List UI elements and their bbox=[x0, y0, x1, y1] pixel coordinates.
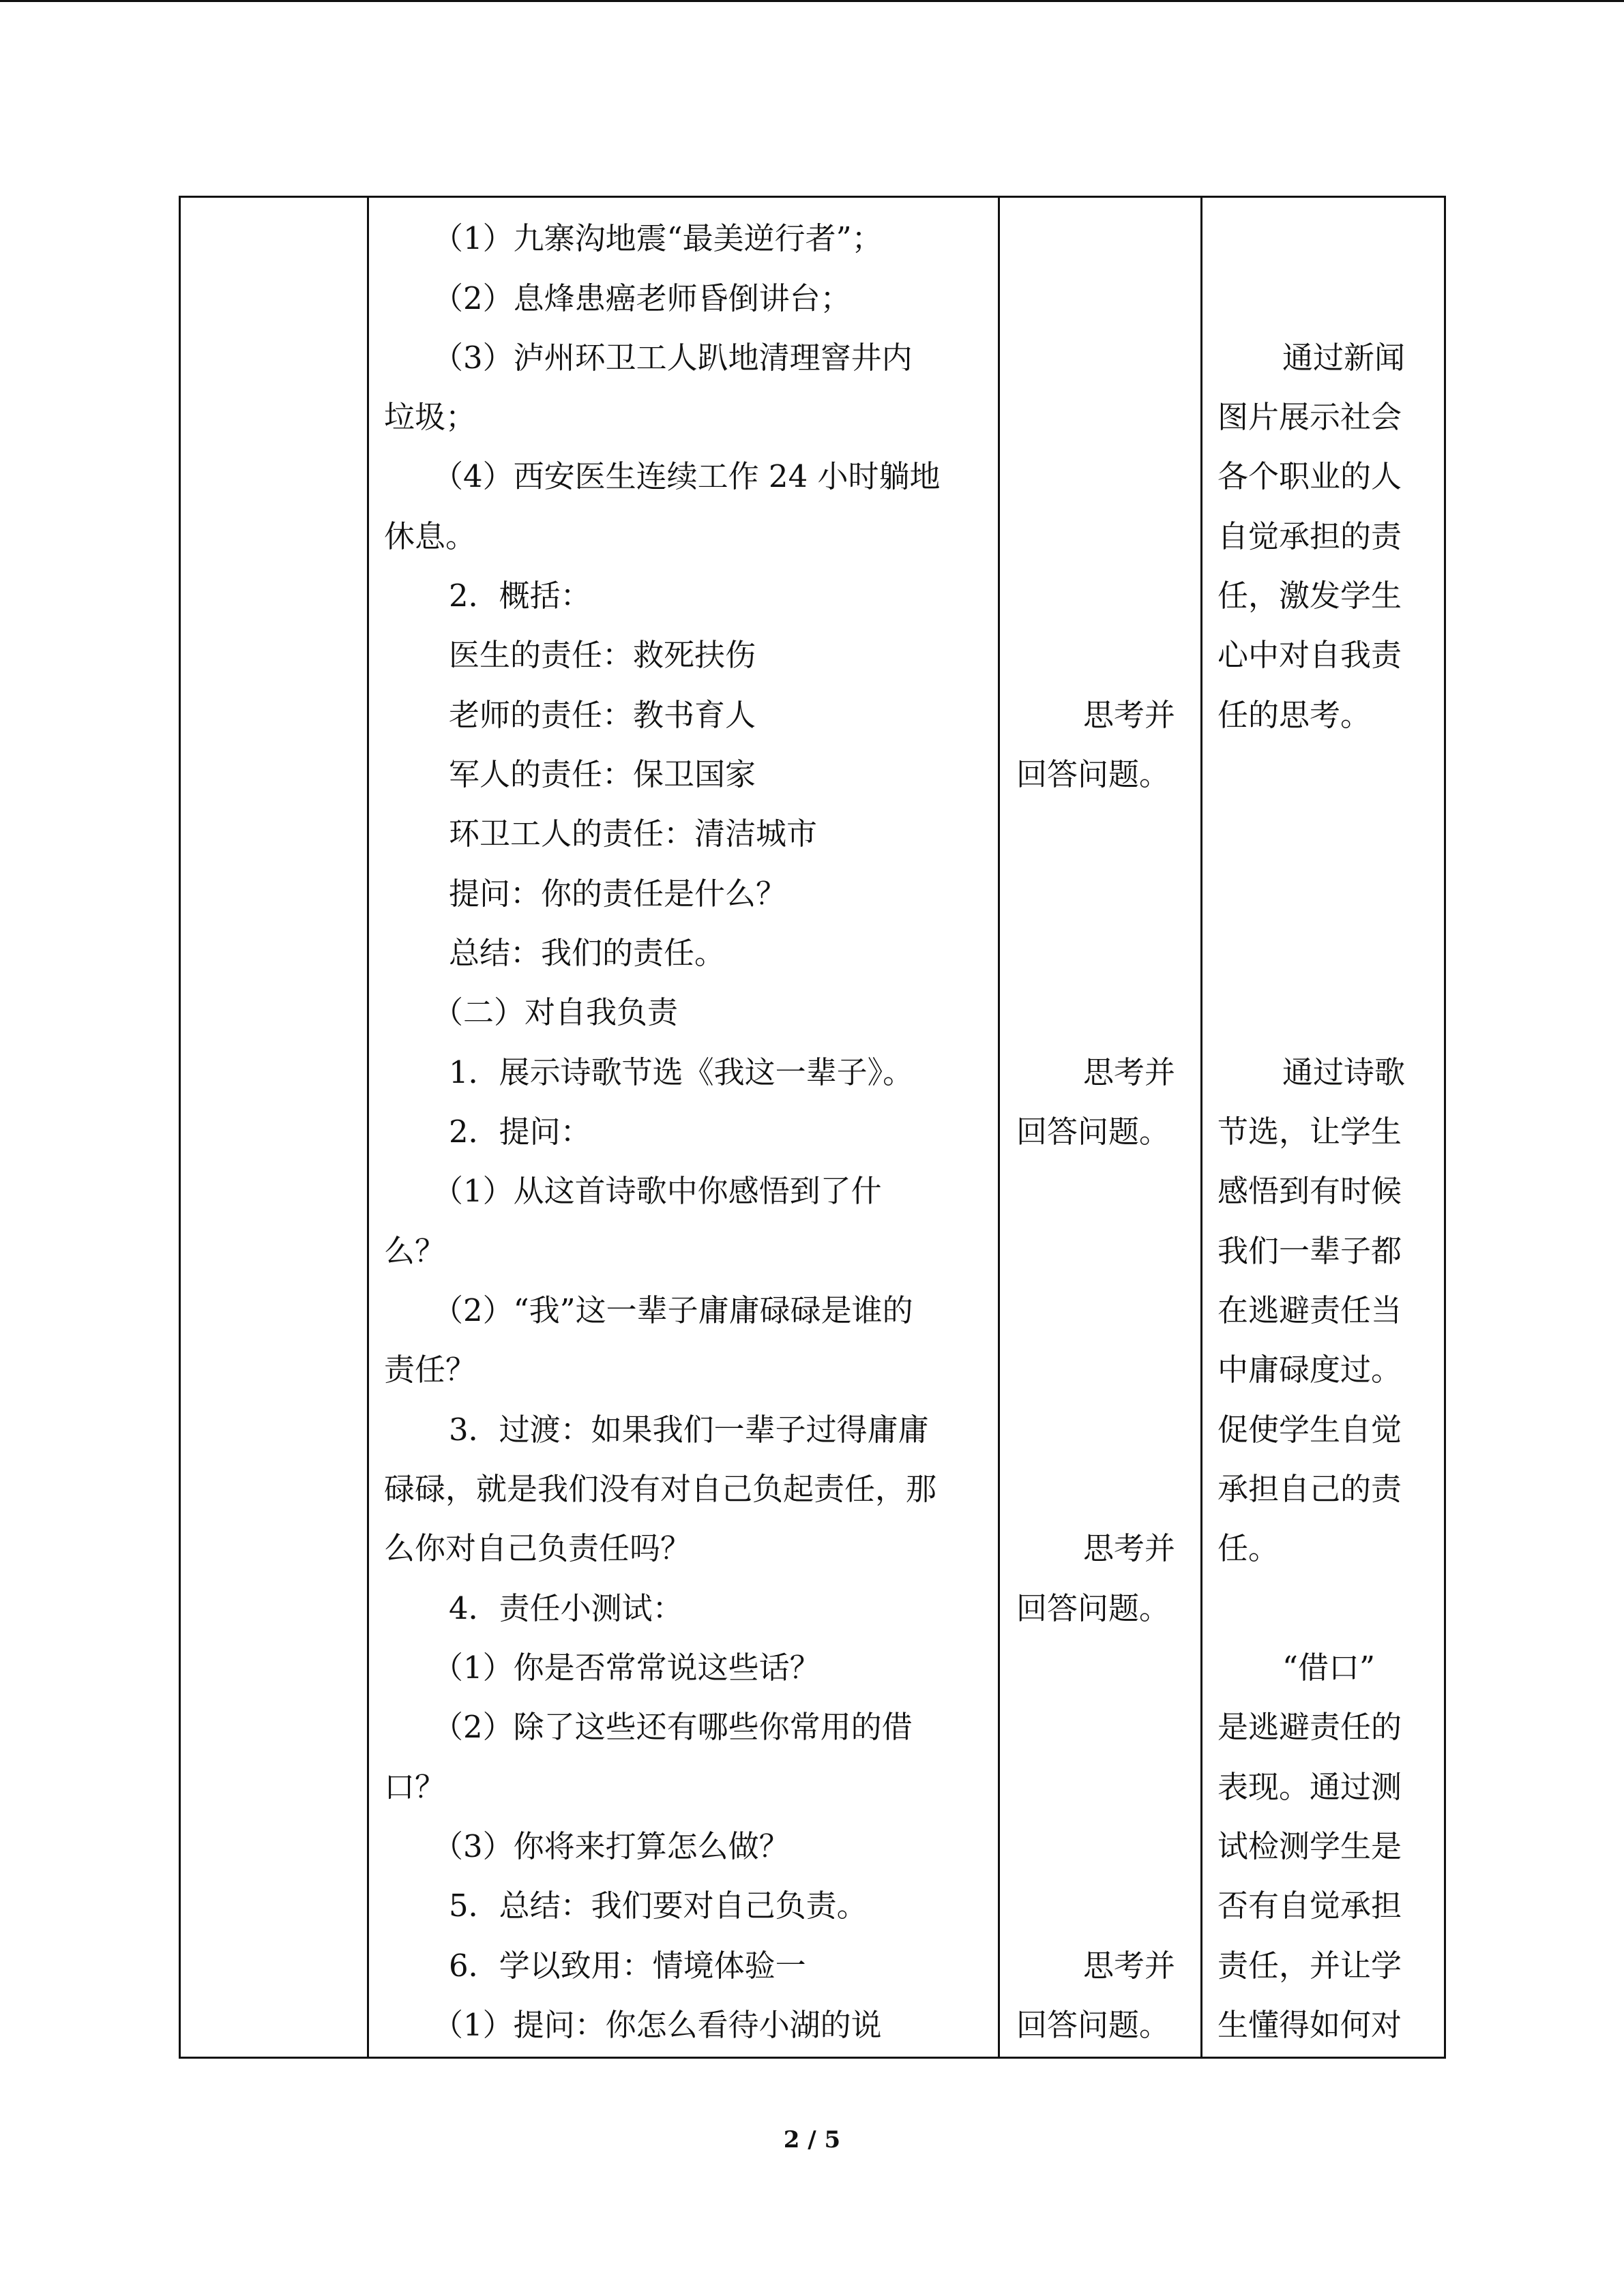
content-line: 老师的责任：教书育人 bbox=[449, 697, 756, 733]
intent-line: 通过新闻 bbox=[1282, 340, 1406, 376]
content-line: 2．概括： bbox=[449, 578, 591, 614]
content-line: 么你对自己负责任吗？ bbox=[384, 1530, 692, 1566]
content-line: （4）西安医生连续工作 24 小时躺地 bbox=[432, 458, 941, 494]
content-line: 医生的责任：救死扶伤 bbox=[449, 637, 756, 673]
top-border-line bbox=[0, 0, 1624, 2]
student-activity-column bbox=[1000, 198, 1202, 2057]
activity-line: 思考并 bbox=[1083, 697, 1176, 733]
content-line: 5．总结：我们要对自己负责。 bbox=[449, 1888, 868, 1924]
intent-line: 自觉承担的责 bbox=[1217, 518, 1402, 554]
intent-line: 图片展示社会 bbox=[1217, 399, 1402, 435]
content-line: 碌碌，就是我们没有对自己负起责任，那 bbox=[384, 1471, 937, 1507]
activity-line: 回答问题。 bbox=[1016, 2007, 1170, 2043]
content-line: 责任？ bbox=[384, 1352, 477, 1388]
intent-line: 各个职业的人 bbox=[1217, 458, 1402, 494]
content-line: 军人的责任：保卫国家 bbox=[449, 756, 756, 792]
intent-line: 我们一辈子都 bbox=[1217, 1233, 1402, 1269]
content-line: 2．提问： bbox=[449, 1114, 591, 1150]
content-line: 1．展示诗歌节选《我这一辈子》。 bbox=[449, 1054, 914, 1090]
intent-line: 任。 bbox=[1217, 1530, 1280, 1566]
content-line: （2）“我”这一辈子庸庸碌碌是谁的 bbox=[432, 1292, 913, 1328]
intent-line: 表现。通过测 bbox=[1217, 1769, 1402, 1805]
intent-line: 中庸碌度过。 bbox=[1217, 1352, 1402, 1388]
intent-line: 是逃避责任的 bbox=[1217, 1709, 1402, 1745]
intent-line: 感悟到有时候 bbox=[1217, 1173, 1402, 1209]
content-line: （1）你是否常常说这些话？ bbox=[432, 1650, 821, 1686]
intent-line: 心中对自我责 bbox=[1217, 637, 1402, 673]
content-line: 么？ bbox=[384, 1233, 446, 1269]
content-line: 环卫工人的责任：清洁城市 bbox=[449, 816, 818, 852]
content-line: （1）从这首诗歌中你感悟到了什 bbox=[432, 1173, 882, 1209]
content-line: （3）泸州环卫工人趴地清理窨井内 bbox=[432, 340, 913, 376]
content-line: 6．学以致用：情境体验一 bbox=[449, 1948, 806, 1984]
content-line: 垃圾； bbox=[384, 399, 477, 435]
intent-line: 生懂得如何对 bbox=[1217, 2007, 1402, 2043]
content-line: （1）九寨沟地震“最美逆行者”； bbox=[432, 220, 883, 256]
intent-line: 否有自觉承担 bbox=[1217, 1888, 1402, 1924]
activity-line: 思考并 bbox=[1083, 1948, 1176, 1984]
intent-line: 试检测学生是 bbox=[1217, 1828, 1402, 1864]
activity-line: 思考并 bbox=[1083, 1054, 1176, 1090]
content-line: 提问：你的责任是什么？ bbox=[449, 876, 787, 912]
content-line: （1）提问：你怎么看待小湖的说 bbox=[432, 2007, 882, 2043]
intent-line: 促使学生自觉 bbox=[1217, 1412, 1402, 1448]
intent-line: 任的思考。 bbox=[1217, 697, 1372, 733]
lesson-plan-table bbox=[179, 196, 1446, 2059]
intent-line: 任，激发学生 bbox=[1217, 578, 1402, 614]
content-line: 口？ bbox=[384, 1769, 446, 1805]
activity-line: 回答问题。 bbox=[1016, 1590, 1170, 1626]
content-line: （3）你将来打算怎么做？ bbox=[432, 1828, 790, 1864]
activity-line: 思考并 bbox=[1083, 1530, 1176, 1566]
content-line: 休息。 bbox=[384, 518, 477, 554]
teaching-content-column bbox=[369, 198, 1000, 2057]
activity-line: 回答问题。 bbox=[1016, 1114, 1170, 1150]
design-intent-column bbox=[1202, 198, 1444, 2057]
content-line: （二）对自我负责 bbox=[432, 994, 679, 1030]
intent-line: 通过诗歌 bbox=[1282, 1054, 1406, 1090]
intent-line: “借口” bbox=[1282, 1650, 1376, 1686]
content-line: 4．责任小测试： bbox=[449, 1590, 683, 1626]
content-line: 总结：我们的责任。 bbox=[449, 935, 726, 971]
intent-line: 在逃避责任当 bbox=[1217, 1292, 1402, 1328]
section-column bbox=[181, 198, 369, 2057]
content-line: （2）除了这些还有哪些你常用的借 bbox=[432, 1709, 913, 1745]
intent-line: 承担自己的责 bbox=[1217, 1471, 1402, 1507]
intent-line: 节选，让学生 bbox=[1217, 1114, 1402, 1150]
content-line: （2）息烽患癌老师昏倒讲台； bbox=[432, 280, 851, 316]
content-line: 3．过渡：如果我们一辈子过得庸庸 bbox=[449, 1412, 929, 1448]
activity-line: 回答问题。 bbox=[1016, 756, 1170, 792]
intent-line: 责任，并让学 bbox=[1217, 1948, 1402, 1984]
page-number: 2 / 5 bbox=[783, 2126, 841, 2153]
